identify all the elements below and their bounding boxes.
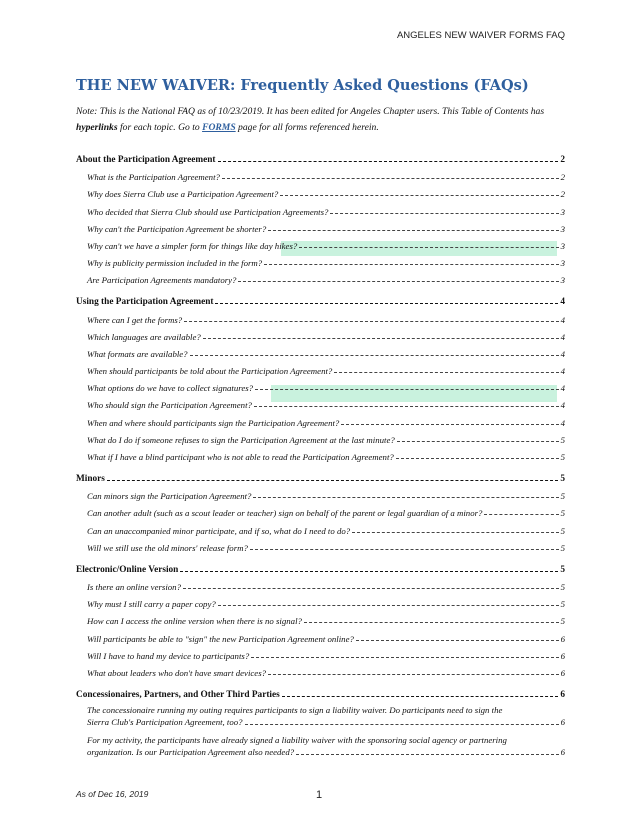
toc-item-link[interactable] — [76, 268, 565, 285]
dot-leader — [264, 264, 558, 265]
toc-page-number: 5 — [560, 599, 565, 610]
toc-item-text: Why can't the Participation Agreement be shorter? — [87, 223, 267, 234]
toc-item-text: The concessionaire running my outing requires participants to sign a liability waiver. Do participants need to sign the — [87, 704, 503, 715]
dot-leader — [268, 230, 558, 231]
toc-page-number: 4 — [560, 348, 565, 359]
toc-item-link[interactable] — [76, 536, 565, 553]
toc-page-number: 5 — [560, 525, 565, 536]
toc-item-link[interactable] — [76, 661, 565, 678]
toc-item-text: What options do we have to collect signatures? — [87, 383, 254, 394]
toc-item-link[interactable] — [76, 325, 565, 342]
toc-item-text: Where can I get the forms? — [87, 314, 183, 325]
toc-page-number: 5 — [560, 581, 565, 592]
toc-section-link[interactable] — [76, 147, 565, 165]
dot-leader — [238, 281, 558, 282]
toc-item-text: Can another adult (such as a scout leader or teacher) sign on behalf of the parent or legal guardian of a minor? — [87, 508, 483, 519]
dot-leader — [250, 549, 559, 550]
toc-page-number: 4 — [560, 366, 565, 377]
toc-item-text: What if I have a blind participant who is not able to read the Participation Agreement? — [87, 452, 394, 462]
toc-item-link[interactable] — [76, 445, 565, 462]
page-number: 1 — [316, 789, 323, 801]
toc-item-link[interactable] — [76, 575, 565, 592]
toc-page-number: 5 — [560, 564, 565, 575]
toc-item-link[interactable] — [76, 518, 565, 535]
dot-leader — [180, 571, 558, 572]
toc-section-link[interactable] — [76, 682, 565, 700]
toc-page-number: 2 — [560, 189, 565, 200]
toc-item-text: What is the Participation Agreement? — [87, 172, 220, 183]
toc-page-number: 4 — [560, 314, 565, 325]
toc-page-number: 4 — [560, 297, 565, 308]
dot-leader — [304, 622, 559, 623]
toc-page-number: 5 — [560, 542, 565, 553]
toc-item-text: When should participants be told about the Participation Agreement? — [87, 366, 333, 377]
toc-item-text: Why can't we have a simpler form for things like day hikes? — [87, 240, 298, 251]
toc-item-link[interactable] — [76, 730, 565, 760]
toc-item-text: Can an unaccompanied minor participate, and if so, what do I need to do? — [87, 525, 351, 536]
toc-page-number: 2 — [560, 172, 565, 183]
toc-item-text: What do I do if someone refuses to sign the Participation Agreement at the last minute? — [87, 434, 395, 445]
toc-page-number: 6 — [560, 716, 565, 727]
toc-item-link[interactable] — [76, 217, 565, 234]
dot-leader — [254, 406, 559, 407]
toc-page-number: 5 — [560, 434, 565, 445]
dot-leader — [222, 178, 559, 179]
toc-page-number: 6 — [560, 746, 565, 757]
dot-leader — [330, 213, 558, 214]
dot-leader — [296, 754, 558, 755]
toc-page-number: 6 — [560, 633, 565, 644]
toc-page-number: 6 — [560, 667, 565, 678]
dot-leader — [184, 321, 558, 322]
dot-leader — [282, 696, 559, 697]
dot-leader — [251, 657, 558, 658]
dot-leader — [341, 424, 558, 425]
toc-page-number: 6 — [560, 650, 565, 661]
table-of-contents — [76, 143, 565, 760]
note-text-2: for each topic. Go to — [117, 121, 203, 133]
dot-leader — [190, 355, 559, 356]
toc-item-link[interactable] — [76, 342, 565, 359]
toc-page-number: 5 — [560, 491, 565, 502]
toc-page-number: 5 — [560, 508, 565, 519]
toc-item-text: Is there an online version? — [87, 581, 181, 592]
dot-leader — [203, 338, 559, 339]
dot-leader — [215, 303, 558, 304]
toc-page-number: 4 — [560, 383, 565, 394]
toc-item-text: Why must I still carry a paper copy? — [87, 599, 216, 610]
toc-item-text: How can I access the online version when there is no signal? — [87, 616, 302, 627]
toc-item-text: Sierra Club's Participation Agreement, too? — [87, 716, 243, 727]
dot-leader — [396, 458, 559, 459]
toc-page-number: 5 — [560, 616, 565, 627]
page-title: THE NEW WAIVER: Frequently Asked Questions (FAQs) — [76, 77, 529, 94]
toc-item-text: Who decided that Sierra Club should use Participation Agreements? — [87, 206, 329, 217]
toc-page-number: 4 — [560, 331, 565, 342]
toc-item-text: Why does Sierra Club use a Participation Agreement? — [87, 189, 279, 200]
note-text-1: Note: This is the National FAQ as of 10/23/2019. It has been edited for Angeles Chapter users. This Table of Contents has — [76, 106, 545, 117]
toc-item-text: Will I have to hand my device to participants? — [87, 650, 250, 661]
toc-item-link[interactable] — [76, 182, 565, 199]
toc-item-text: What about leaders who don't have smart devices? — [87, 667, 267, 678]
toc-page-number: 5 — [560, 474, 565, 484]
dot-leader — [334, 372, 558, 373]
toc-section-link[interactable] — [76, 557, 565, 575]
running-header: ANGELES NEW WAIVER FORMS FAQ — [396, 30, 565, 41]
dot-leader — [183, 588, 559, 589]
dot-leader — [255, 389, 559, 390]
toc-item-link[interactable] — [76, 393, 565, 410]
toc-item-link[interactable] — [76, 359, 565, 376]
toc-section-link[interactable] — [76, 289, 565, 307]
dot-leader — [397, 441, 559, 442]
toc-page-number: 3 — [560, 206, 565, 217]
dot-leader — [245, 724, 559, 725]
dot-leader — [280, 195, 558, 196]
toc-page-number: 6 — [560, 689, 565, 700]
dot-leader — [218, 161, 559, 162]
toc-section-title: About the Participation Agreement — [76, 155, 216, 165]
toc-item-link[interactable] — [76, 700, 565, 730]
dot-leader — [299, 247, 558, 248]
dot-leader — [253, 497, 558, 498]
toc-section-title: Electronic/Online Version — [76, 564, 179, 575]
dot-leader — [352, 532, 558, 533]
toc-item-link[interactable] — [76, 644, 565, 661]
toc-item-last-line — [87, 716, 565, 728]
toc-item-text: Are Participation Agreements mandatory? — [87, 275, 237, 286]
toc-item-link[interactable] — [76, 428, 565, 445]
note-bold: hyperlinks — [76, 121, 118, 133]
toc-item-text: When and where should participants sign the Participation Agreement? — [87, 417, 340, 428]
toc-item-text: Who should sign the Participation Agreement? — [87, 400, 252, 411]
toc-item-text: Why is publicity permission included in the form? — [87, 258, 263, 269]
toc-item-link[interactable] — [76, 251, 565, 268]
toc-page-number: 4 — [560, 400, 565, 411]
toc-page-number: 5 — [560, 452, 565, 462]
toc-page-number: 3 — [560, 223, 565, 234]
dot-leader — [356, 640, 559, 641]
toc-item-text: Can minors sign the Participation Agreement? — [87, 491, 252, 502]
toc-item-last-line — [87, 746, 565, 758]
toc-item-text: Will participants be able to "sign" the new Participation Agreement online? — [87, 633, 354, 644]
toc-item-link[interactable] — [76, 410, 565, 427]
note-text-3: page for all forms referenced herein. — [235, 121, 379, 133]
toc-item-link[interactable] — [76, 199, 565, 216]
toc-item-text: organization. Is our Participation Agreement also needed? — [87, 746, 295, 757]
toc-section-title: Using the Participation Agreement — [76, 297, 214, 308]
toc-item-link[interactable] — [76, 484, 565, 501]
toc-item-link[interactable] — [76, 609, 565, 626]
toc-item-link[interactable] — [76, 234, 565, 251]
toc-item-text: What formats are available? — [87, 348, 188, 359]
toc-page-number: 2 — [560, 155, 565, 165]
toc-item-link[interactable] — [76, 501, 565, 518]
toc-item-link[interactable] — [76, 376, 565, 393]
toc-section-title: Minors — [76, 474, 105, 484]
dot-leader — [268, 674, 559, 675]
dot-leader — [107, 480, 558, 481]
dot-leader — [484, 514, 558, 515]
toc-item-link[interactable] — [76, 592, 565, 609]
toc-section-title: Concessionaires, Partners, and Other Third Parties — [76, 689, 280, 700]
toc-item-text: For my activity, the participants have already signed a liability waiver with the sponsoring social agency or partnering — [87, 734, 507, 745]
forms-link[interactable]: FORMS — [202, 121, 236, 133]
toc-page-number: 3 — [560, 275, 565, 286]
toc-page-number: 3 — [560, 258, 565, 269]
toc-item-link[interactable] — [76, 165, 565, 182]
toc-page-number: 4 — [560, 417, 565, 428]
toc-item-link[interactable] — [76, 626, 565, 643]
toc-page-number: 3 — [560, 240, 565, 251]
toc-item-text: Which languages are available? — [87, 331, 201, 342]
toc-section-link[interactable] — [76, 466, 565, 484]
intro-note — [76, 104, 562, 135]
toc-item-link[interactable] — [76, 307, 565, 324]
toc-item-text: Will we still use the old minors' release form? — [87, 542, 248, 553]
dot-leader — [218, 605, 559, 606]
footer-date: As of Dec 16, 2019 — [76, 789, 149, 799]
